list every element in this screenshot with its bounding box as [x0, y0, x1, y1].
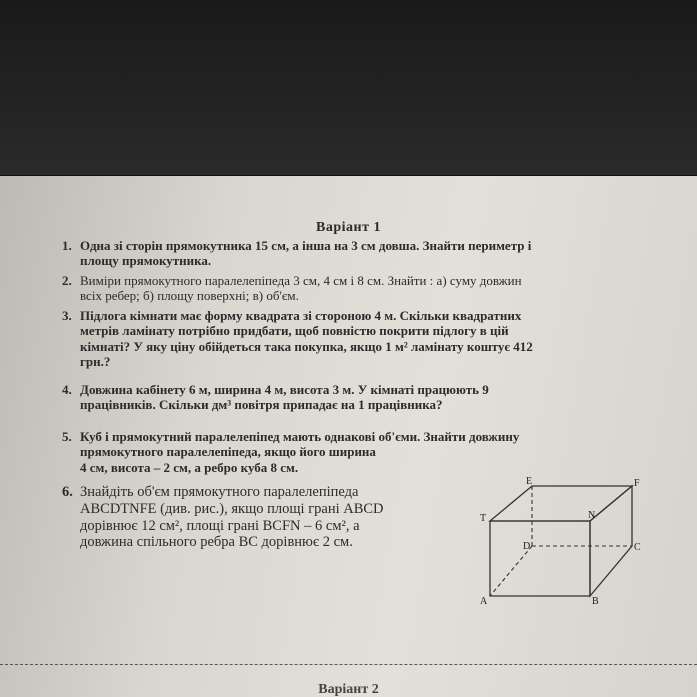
problem-text: Куб і прямокутний паралелепіпед мають однакові об'єми. Знайти довжину [80, 429, 520, 444]
problem-text: метрів ламінату потрібно придбати, щоб повністю покрити підлогу в цій [80, 323, 509, 339]
problem-number: 4. [62, 382, 72, 397]
problem-text: Знайдіть об'єм прямокутного паралелепіпеда [80, 484, 359, 500]
problem-6 [62, 484, 462, 551]
problem-3 [62, 308, 652, 370]
background-top [0, 0, 697, 175]
problem-5 [62, 429, 662, 475]
problem-number: 3. [62, 308, 72, 323]
problem-text: кімнаті? У яку ціну обійдеться така покупка, якщо 1 м² ламінату коштує 412 [80, 338, 533, 354]
problem-number: 2. [62, 273, 72, 288]
problem-number: 6. [62, 484, 73, 500]
problem-text: 4 см, висота – 2 см, а ребро куба 8 см. [80, 459, 299, 475]
problem-text: площу прямокутника. [80, 253, 212, 269]
front-face [490, 521, 590, 596]
problem-text: Виміри прямокутного паралелепіпеда 3 см, 4 см і 8 см. Знайти : а) суму довжин [80, 273, 522, 288]
vertex-label-n: N [588, 510, 596, 521]
problem-text: Довжина кабінету 6 м, ширина 4 м, висота 3 м. У кімнаті працюють 9 [80, 382, 489, 397]
right-face [590, 486, 632, 596]
problem-text: всіх ребер; б) площу поверхні; в) об'єм. [80, 288, 299, 304]
vertex-label-t: T [480, 513, 487, 524]
problem-text: грн.? [80, 354, 111, 370]
problem-text: Підлога кімнати має форму квадрата зі стороною 4 м. Скільки квадратних [80, 308, 522, 323]
problem-4 [62, 382, 652, 413]
vertex-label-e: E [526, 476, 533, 487]
parallelepiped-figure [470, 476, 660, 606]
vertex-label-d: D [523, 541, 531, 552]
problem-text: працівників. Скільки дм³ повітря припадає на 1 працівника? [80, 397, 443, 413]
problem-1 [62, 238, 652, 269]
worksheet-paper [0, 176, 697, 697]
hidden-edge [490, 546, 532, 596]
problem-text: Одна зі сторін прямокутника 15 см, а інша на 3 см довша. Знайти периметр і [80, 238, 532, 253]
problem-2 [62, 273, 652, 304]
problem-number: 1. [62, 238, 72, 253]
vertex-label-c: C [634, 542, 641, 553]
problem-text: ABCDTNFE (див. рис.), якщо площі грані ABCD [80, 500, 384, 517]
vertex-label-f: F [634, 478, 640, 489]
variant-title: Варіант 1 [316, 220, 381, 235]
vertex-label-a: A [480, 596, 488, 606]
next-variant-title: Варіант 2 [318, 682, 379, 697]
separator-dashed-line [0, 664, 697, 665]
problem-text: прямокутного паралелепіпеда, якщо його ширина [80, 444, 376, 460]
problem-text: дорівнює 12 см², площі грані BCFN – 6 см², а [80, 517, 360, 534]
problem-number: 5. [62, 429, 72, 444]
problem-text: довжина спільного ребра BC дорівнює 2 см. [80, 534, 353, 551]
vertex-label-b: B [592, 596, 599, 606]
